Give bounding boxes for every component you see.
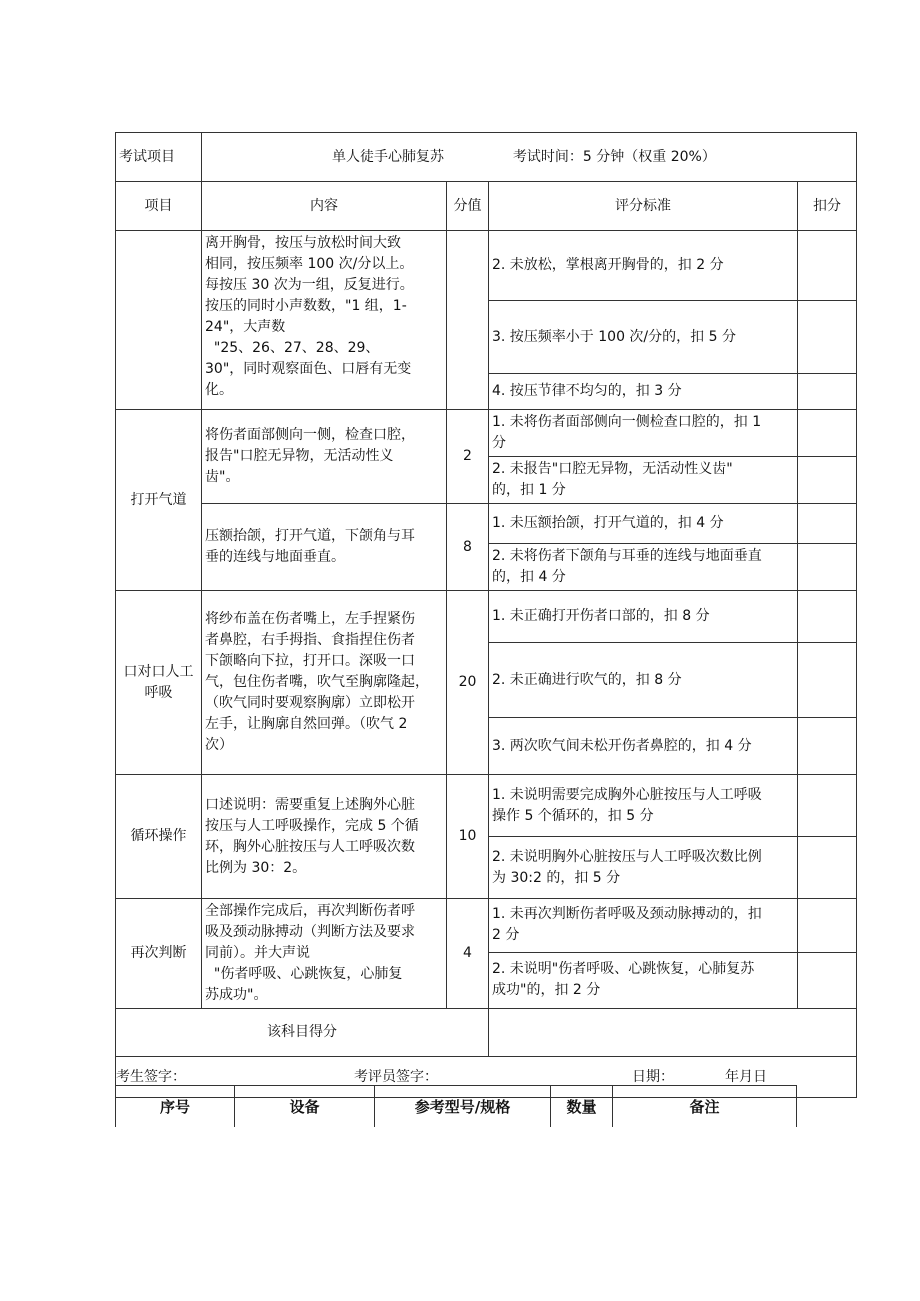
content-line: （吹气同时要观察胸廓）立即松开 bbox=[205, 695, 415, 711]
content-line: 垂的连线与地面垂直。 bbox=[205, 549, 345, 565]
criteria-line: 2. 未说明"伤者呼吸、心跳恢复，心肺复苏 bbox=[492, 961, 755, 978]
col-item: 项目 bbox=[116, 182, 202, 231]
item-line: 呼吸 bbox=[144, 684, 173, 701]
criteria-line: 的，扣 1 分 bbox=[492, 482, 566, 498]
content-line: 下颌略向下拉，打开口。深吸一口 bbox=[205, 653, 415, 669]
criteria-line: 2. 未说明胸外心脏按压与人工呼吸次数比例 bbox=[492, 848, 762, 865]
eq-col-remark: 备注 bbox=[613, 1086, 797, 1128]
deduct-cell bbox=[798, 301, 857, 374]
total-score-cell bbox=[489, 1009, 857, 1057]
content-line: "伤者呼吸、心跳恢复，心肺复 bbox=[205, 966, 403, 982]
content-line: 同前）。并大声说 bbox=[205, 945, 310, 961]
deduct-cell bbox=[798, 837, 857, 899]
content-line: 30"，同时观察面色、口唇有无变 bbox=[205, 361, 412, 377]
exam-item-label: 考试项目 bbox=[116, 133, 202, 182]
content-line: "25、26、27、28、29、 bbox=[205, 340, 380, 356]
criteria-cell bbox=[489, 837, 798, 899]
content-line: 齿"。 bbox=[205, 469, 240, 485]
score-circulation: 10 bbox=[447, 775, 489, 899]
content-line: 比例为 30：2。 bbox=[205, 859, 307, 876]
score-recheck: 4 bbox=[447, 899, 489, 1009]
criteria-line: 2. 未报告"口腔无异物，无活动性义齿" bbox=[492, 461, 733, 477]
score-airway-b: 8 bbox=[447, 504, 489, 591]
criteria-cell: 1. 未压额抬颌，打开气道的，扣 4 分 bbox=[489, 504, 798, 544]
criteria-line: 分 bbox=[492, 435, 506, 451]
criteria-cell: 3. 按压频率小于 100 次/分的，扣 5 分 bbox=[489, 301, 798, 374]
deduct-cell bbox=[798, 952, 857, 1008]
criteria-line: 操作 5 个循环的，扣 5 分 bbox=[492, 807, 654, 824]
content-recheck bbox=[202, 899, 447, 1009]
deduct-cell bbox=[798, 643, 857, 718]
eq-col-model: 参考型号/规格 bbox=[375, 1086, 551, 1128]
candidate-signature-label: 考生签字： bbox=[116, 1069, 186, 1085]
scoring-table bbox=[115, 132, 857, 1098]
content-line: 全部操作完成后，再次判断伤者呼 bbox=[205, 903, 415, 919]
criteria-cell: 1. 未正确打开伤者口部的，扣 8 分 bbox=[489, 591, 798, 643]
criteria-line: 2 分 bbox=[492, 927, 520, 944]
content-line: 压额抬颌，打开气道，下颌角与耳 bbox=[205, 528, 415, 544]
deduct-cell bbox=[798, 544, 857, 591]
content-line: 化。 bbox=[205, 382, 233, 398]
col-deduct: 扣分 bbox=[798, 182, 857, 231]
content-airway-b bbox=[202, 504, 447, 591]
criteria-cell bbox=[489, 952, 798, 1008]
content-line: 左手，让胸廓自然回弹。（吹气 2 bbox=[205, 716, 408, 732]
table-row bbox=[116, 231, 857, 301]
criteria-line: 2. 未将伤者下颌角与耳垂的连线与地面垂直 bbox=[492, 548, 762, 564]
criteria-cell: 2. 未放松，掌根离开胸骨的，扣 2 分 bbox=[489, 231, 798, 301]
exam-header-row bbox=[116, 133, 857, 182]
content-line: 吸及颈动脉搏动（判断方法及要求 bbox=[205, 924, 415, 940]
exam-title-cell bbox=[202, 133, 857, 182]
content-circulation bbox=[202, 775, 447, 899]
date-label: 日期： bbox=[632, 1069, 674, 1085]
deduct-cell bbox=[798, 718, 857, 775]
content-compress bbox=[202, 231, 447, 410]
deduct-cell bbox=[798, 457, 857, 504]
deduct-cell bbox=[798, 374, 857, 410]
content-line: 每按压 30 次为一组，反复进行。 bbox=[205, 277, 414, 293]
item-recheck: 再次判断 bbox=[116, 899, 202, 1009]
criteria-line: 成功"的，扣 2 分 bbox=[492, 982, 601, 999]
table-row bbox=[116, 899, 857, 953]
deduct-cell bbox=[798, 410, 857, 457]
column-header-row bbox=[116, 182, 857, 231]
criteria-cell bbox=[489, 544, 798, 591]
equipment-table bbox=[115, 1085, 797, 1127]
score-breathing: 20 bbox=[447, 591, 489, 775]
content-line: 将伤者面部侧向一侧，检查口腔， bbox=[205, 427, 415, 443]
criteria-line: 1. 未说明需要完成胸外心脏按压与人工呼吸 bbox=[492, 786, 762, 803]
content-line: 环，胸外心脏按压与人工呼吸次数 bbox=[205, 838, 415, 855]
criteria-cell: 4. 按压节律不均匀的，扣 3 分 bbox=[489, 374, 798, 410]
content-line: 者鼻腔，右手拇指、食指捏住伤者 bbox=[205, 632, 415, 648]
content-line: 口述说明：需要重复上述胸外心脏 bbox=[205, 796, 415, 813]
col-content: 内容 bbox=[202, 182, 447, 231]
content-line: 苏成功"。 bbox=[205, 987, 268, 1003]
content-airway-a bbox=[202, 410, 447, 504]
equipment-header-row bbox=[116, 1086, 797, 1128]
total-label: 该科目得分 bbox=[116, 1009, 489, 1057]
content-line: 报告"口腔无异物，无活动性义 bbox=[205, 448, 394, 464]
criteria-cell bbox=[489, 899, 798, 953]
date-ymd: 年月日 bbox=[725, 1069, 767, 1085]
total-row bbox=[116, 1009, 857, 1057]
deduct-cell bbox=[798, 591, 857, 643]
score-compress bbox=[447, 231, 489, 410]
criteria-line: 1. 未将伤者面部侧向一侧检查口腔的，扣 1 bbox=[492, 414, 762, 430]
criteria-line: 为 30:2 的，扣 5 分 bbox=[492, 869, 621, 886]
content-breathing bbox=[202, 591, 447, 775]
criteria-cell bbox=[489, 410, 798, 457]
criteria-cell bbox=[489, 457, 798, 504]
deduct-cell bbox=[798, 504, 857, 544]
item-line: 口对口人工 bbox=[123, 663, 194, 680]
content-line: 气，包住伤者嘴，吹气至胸廓隆起， bbox=[205, 674, 429, 690]
criteria-cell: 2. 未正确进行吹气的，扣 8 分 bbox=[489, 643, 798, 718]
table-row bbox=[116, 775, 857, 837]
eq-col-device: 设备 bbox=[235, 1086, 375, 1128]
table-row bbox=[116, 591, 857, 643]
deduct-cell bbox=[798, 231, 857, 301]
content-line: 按压的同时小声数数，"1 组，1- bbox=[205, 298, 407, 314]
content-line: 离开胸骨，按压与放松时间大致 bbox=[205, 235, 401, 251]
content-line: 按压与人工呼吸操作，完成 5 个循 bbox=[205, 817, 419, 834]
content-line: 将纱布盖在伤者嘴上，左手捏紧伤 bbox=[205, 611, 415, 627]
item-airway: 打开气道 bbox=[116, 410, 202, 591]
item-breathing bbox=[116, 591, 202, 775]
deduct-cell bbox=[798, 775, 857, 837]
eq-col-quantity: 数量 bbox=[551, 1086, 613, 1128]
criteria-line: 1. 未再次判断伤者呼吸及颈动脉搏动的，扣 bbox=[492, 906, 762, 923]
exam-time: 考试时间：5 分钟（权重 20%） bbox=[512, 148, 716, 165]
score-airway-a: 2 bbox=[447, 410, 489, 504]
item-circulation: 循环操作 bbox=[116, 775, 202, 899]
item-compress bbox=[116, 231, 202, 410]
table-row bbox=[116, 504, 857, 544]
col-score: 分值 bbox=[447, 182, 489, 231]
eq-col-index: 序号 bbox=[116, 1086, 235, 1128]
criteria-line: 的，扣 4 分 bbox=[492, 569, 566, 585]
col-criteria: 评分标准 bbox=[489, 182, 798, 231]
content-line: 相同，按压频率 100 次/分以上。 bbox=[205, 256, 414, 272]
examiner-signature-label: 考评员签字： bbox=[354, 1069, 438, 1085]
table-row bbox=[116, 410, 857, 457]
exam-name: 单人徒手心肺复苏 bbox=[332, 148, 444, 165]
content-line: 次） bbox=[205, 737, 233, 753]
deduct-cell bbox=[798, 899, 857, 953]
criteria-cell: 3. 两次吹气间未松开伤者鼻腔的，扣 4 分 bbox=[489, 718, 798, 775]
criteria-cell bbox=[489, 775, 798, 837]
content-line: 24"，大声数 bbox=[205, 319, 286, 335]
